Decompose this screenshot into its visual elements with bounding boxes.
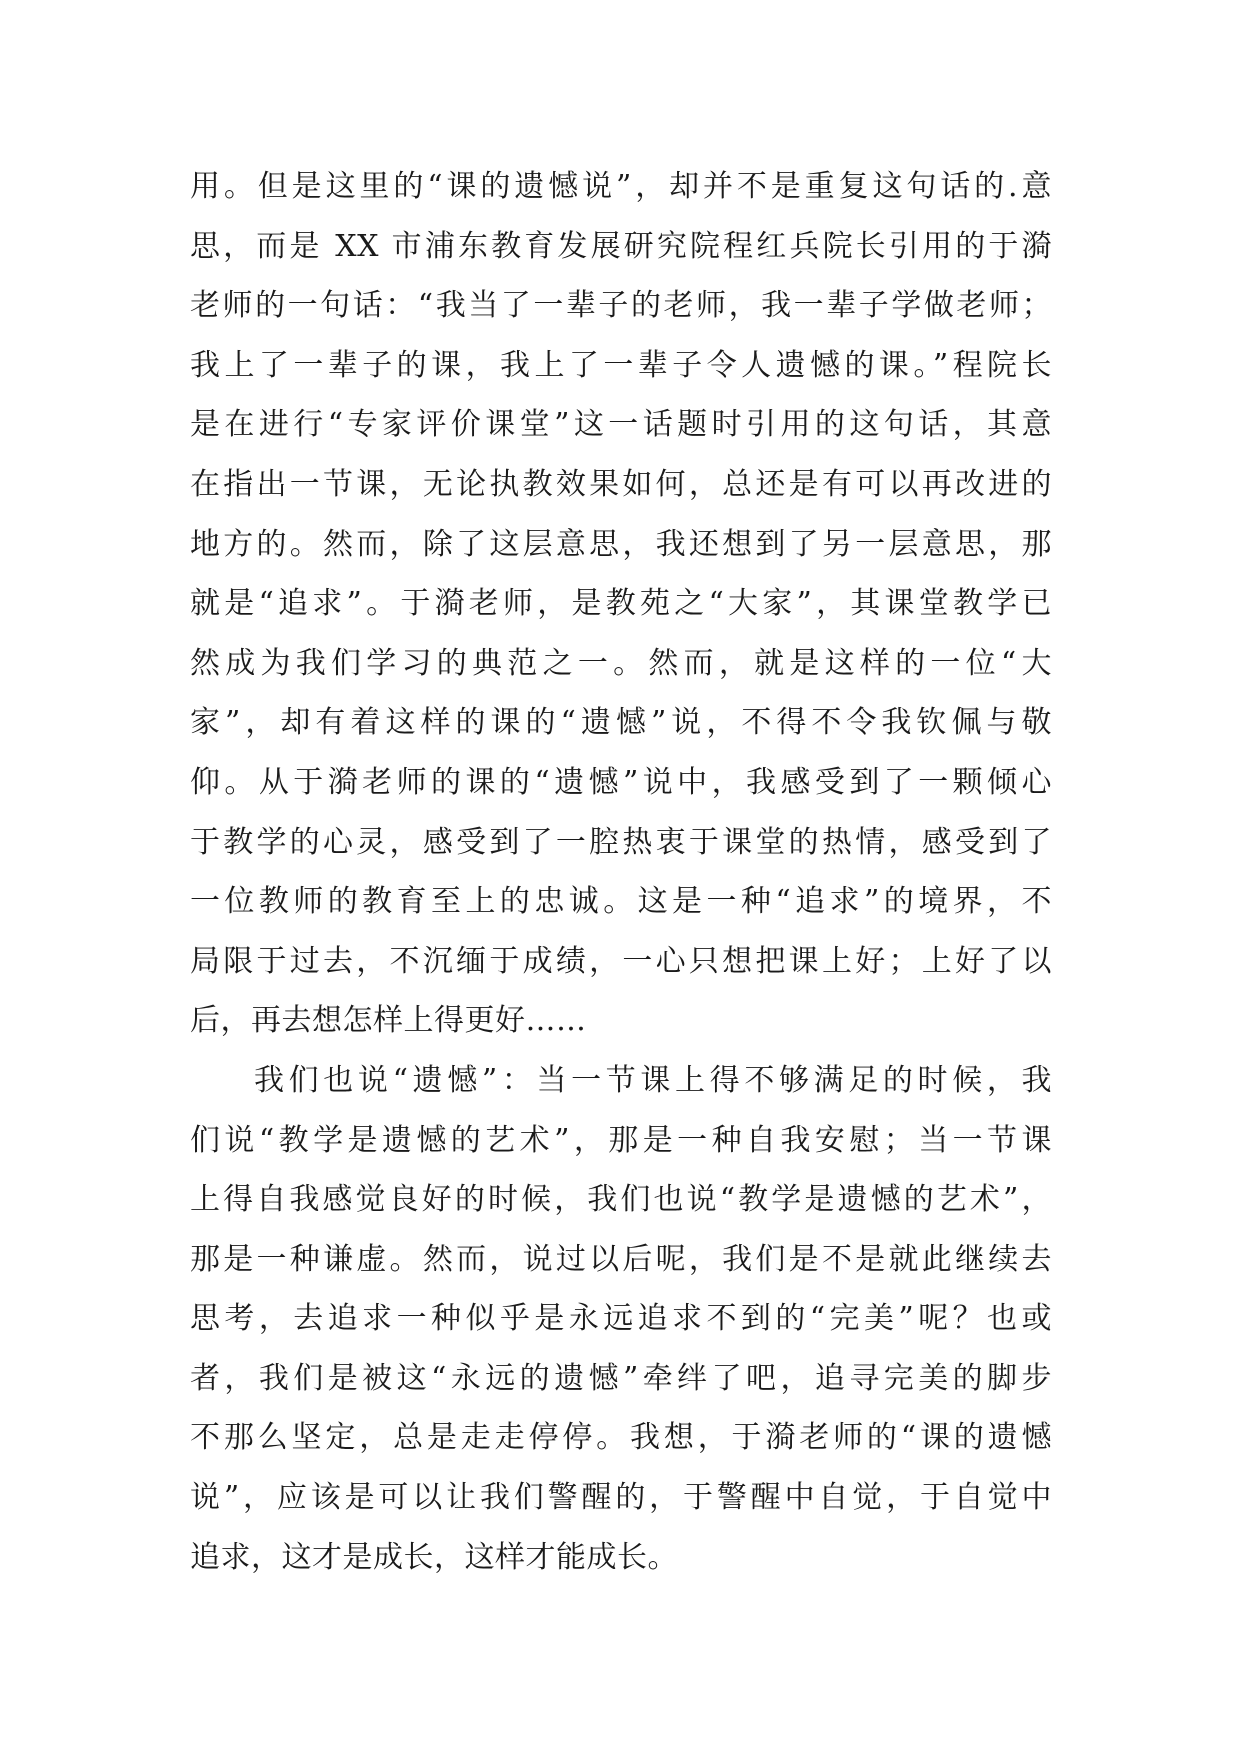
paragraph-1 xyxy=(190,157,1052,1051)
text-line: 们说“教学是遗憾的艺术”，那是一种自我安慰；当一节课 xyxy=(190,1122,1052,1158)
text-line: 局限于过去，不沉缅于成绩，一心只想把课上好；上好了以 xyxy=(190,943,1052,979)
text-line: 者，我们是被这“永远的遗憾”牵绊了吧，追寻完美的脚步 xyxy=(190,1360,1052,1396)
text-line: 说”，应该是可以让我们警醒的，于警醒中自觉，于自觉中 xyxy=(190,1480,1052,1516)
text-line: 仰。从于漪老师的课的“遗憾”说中，我感受到了一颗倾心 xyxy=(190,764,1052,800)
text-line: 于教学的心灵，感受到了一腔热衷于课堂的热情，感受到了 xyxy=(190,824,1052,860)
text-line: 上得自我感觉良好的时候，我们也说“教学是遗憾的艺术”， xyxy=(190,1182,1052,1218)
text-line: 然成为我们学习的典范之一。然而，就是这样的一位“大 xyxy=(190,645,1052,681)
text-line: 追求，这才是成长，这样才能成长。 xyxy=(190,1539,678,1575)
text-line: 不那么坚定，总是走走停停。我想，于漪老师的“课的遗憾 xyxy=(190,1420,1052,1456)
text-line: 我们也说“遗憾”：当一节课上得不够满足的时候，我 xyxy=(254,1062,1052,1098)
text-line: 老师的一句话：“我当了一辈子的老师，我一辈子学做老师； xyxy=(190,288,1052,324)
text-line: 地方的。然而，除了这层意思，我还想到了另一层意思，那 xyxy=(190,526,1052,562)
text-line: 家”，却有着这样的课的“遗憾”说，不得不令我钦佩与敬 xyxy=(190,705,1052,741)
text-line: 用。但是这里的“课的遗憾说”，却并不是重复这句话的.意 xyxy=(190,169,1052,204)
text-body xyxy=(190,157,1052,1587)
paragraph-2 xyxy=(190,1051,1052,1587)
text-line: 我上了一辈子的课，我上了一辈子令人遗憾的课。”程院长 xyxy=(190,347,1052,383)
text-line: 思考，去追求一种似乎是永远追求不到的“完美”呢？也或 xyxy=(190,1301,1052,1337)
text-line: 在指出一节课，无论执教效果如何，总还是有可以再改进的 xyxy=(190,466,1052,502)
text-line: 那是一种谦虚。然而，说过以后呢，我们是不是就此继续去 xyxy=(190,1241,1052,1277)
text-line: 后，再去想怎样上得更好…… xyxy=(190,1003,587,1039)
text-line: 是在进行“专家评价课堂”这一话题时引用的这句话，其意 xyxy=(190,407,1052,443)
text-line: 就是“追求”。于漪老师，是教苑之“大家”，其课堂教学已 xyxy=(190,586,1052,622)
text-line: 一位教师的教育至上的忠诚。这是一种“追求”的境界，不 xyxy=(190,884,1052,920)
text-line: 思，而是 XX 市浦东教育发展研究院程红兵院长引用的于漪 xyxy=(190,228,1052,264)
